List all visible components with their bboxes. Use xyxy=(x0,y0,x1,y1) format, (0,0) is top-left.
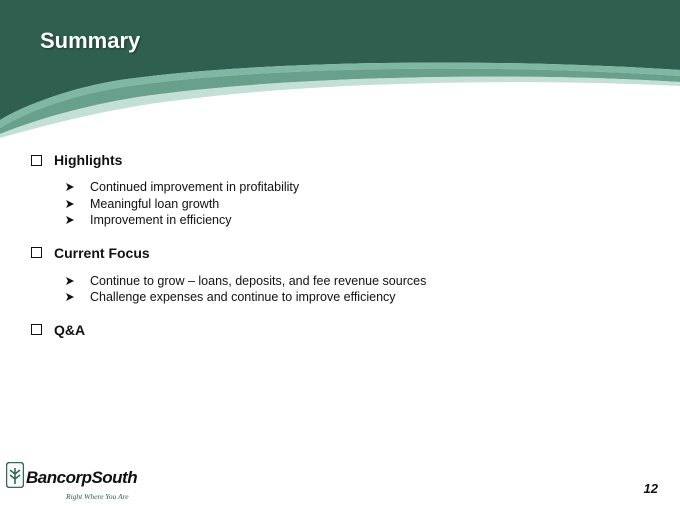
list-item xyxy=(65,196,651,213)
logo-tagline: Right Where You Are xyxy=(66,492,129,501)
leaf-logo-icon xyxy=(6,462,24,488)
list-item xyxy=(65,289,651,306)
bullet-text: Meaningful loan growth xyxy=(90,196,220,211)
arrow-bullet-icon xyxy=(65,292,75,302)
section-heading: Current Focus xyxy=(54,244,150,261)
bullet-text: Continue to grow – loans, deposits, and fee revenue sources xyxy=(90,273,427,288)
arrow-bullet-icon xyxy=(65,199,75,209)
section-highlights xyxy=(31,150,651,229)
checkbox-bullet-icon xyxy=(31,324,42,335)
bullet-text: Continued improvement in profitability xyxy=(90,180,300,195)
page-number: 12 xyxy=(643,481,658,496)
company-logo xyxy=(6,462,146,504)
list-item xyxy=(65,179,651,196)
header-swoosh xyxy=(0,0,680,140)
list-item xyxy=(65,273,651,290)
list-item xyxy=(65,212,651,229)
slide-title: Summary xyxy=(40,28,141,53)
logo-name: BancorpSouth xyxy=(26,468,138,487)
slide-content xyxy=(31,150,651,340)
section-heading: Q&A xyxy=(54,321,86,338)
bullet-text: Improvement in efficiency xyxy=(90,213,232,228)
checkbox-bullet-icon xyxy=(31,247,42,258)
section-current-focus xyxy=(31,243,651,306)
bullet-text: Challenge expenses and continue to improve efficiency xyxy=(90,290,396,305)
checkbox-bullet-icon xyxy=(31,155,42,166)
section-heading: Highlights xyxy=(54,152,123,168)
arrow-bullet-icon xyxy=(65,215,75,225)
bullet-list xyxy=(65,273,651,306)
header-banner xyxy=(0,0,680,140)
section-qa xyxy=(31,320,651,340)
bullet-list xyxy=(65,179,651,229)
arrow-bullet-icon xyxy=(65,182,75,192)
arrow-bullet-icon xyxy=(65,276,75,286)
